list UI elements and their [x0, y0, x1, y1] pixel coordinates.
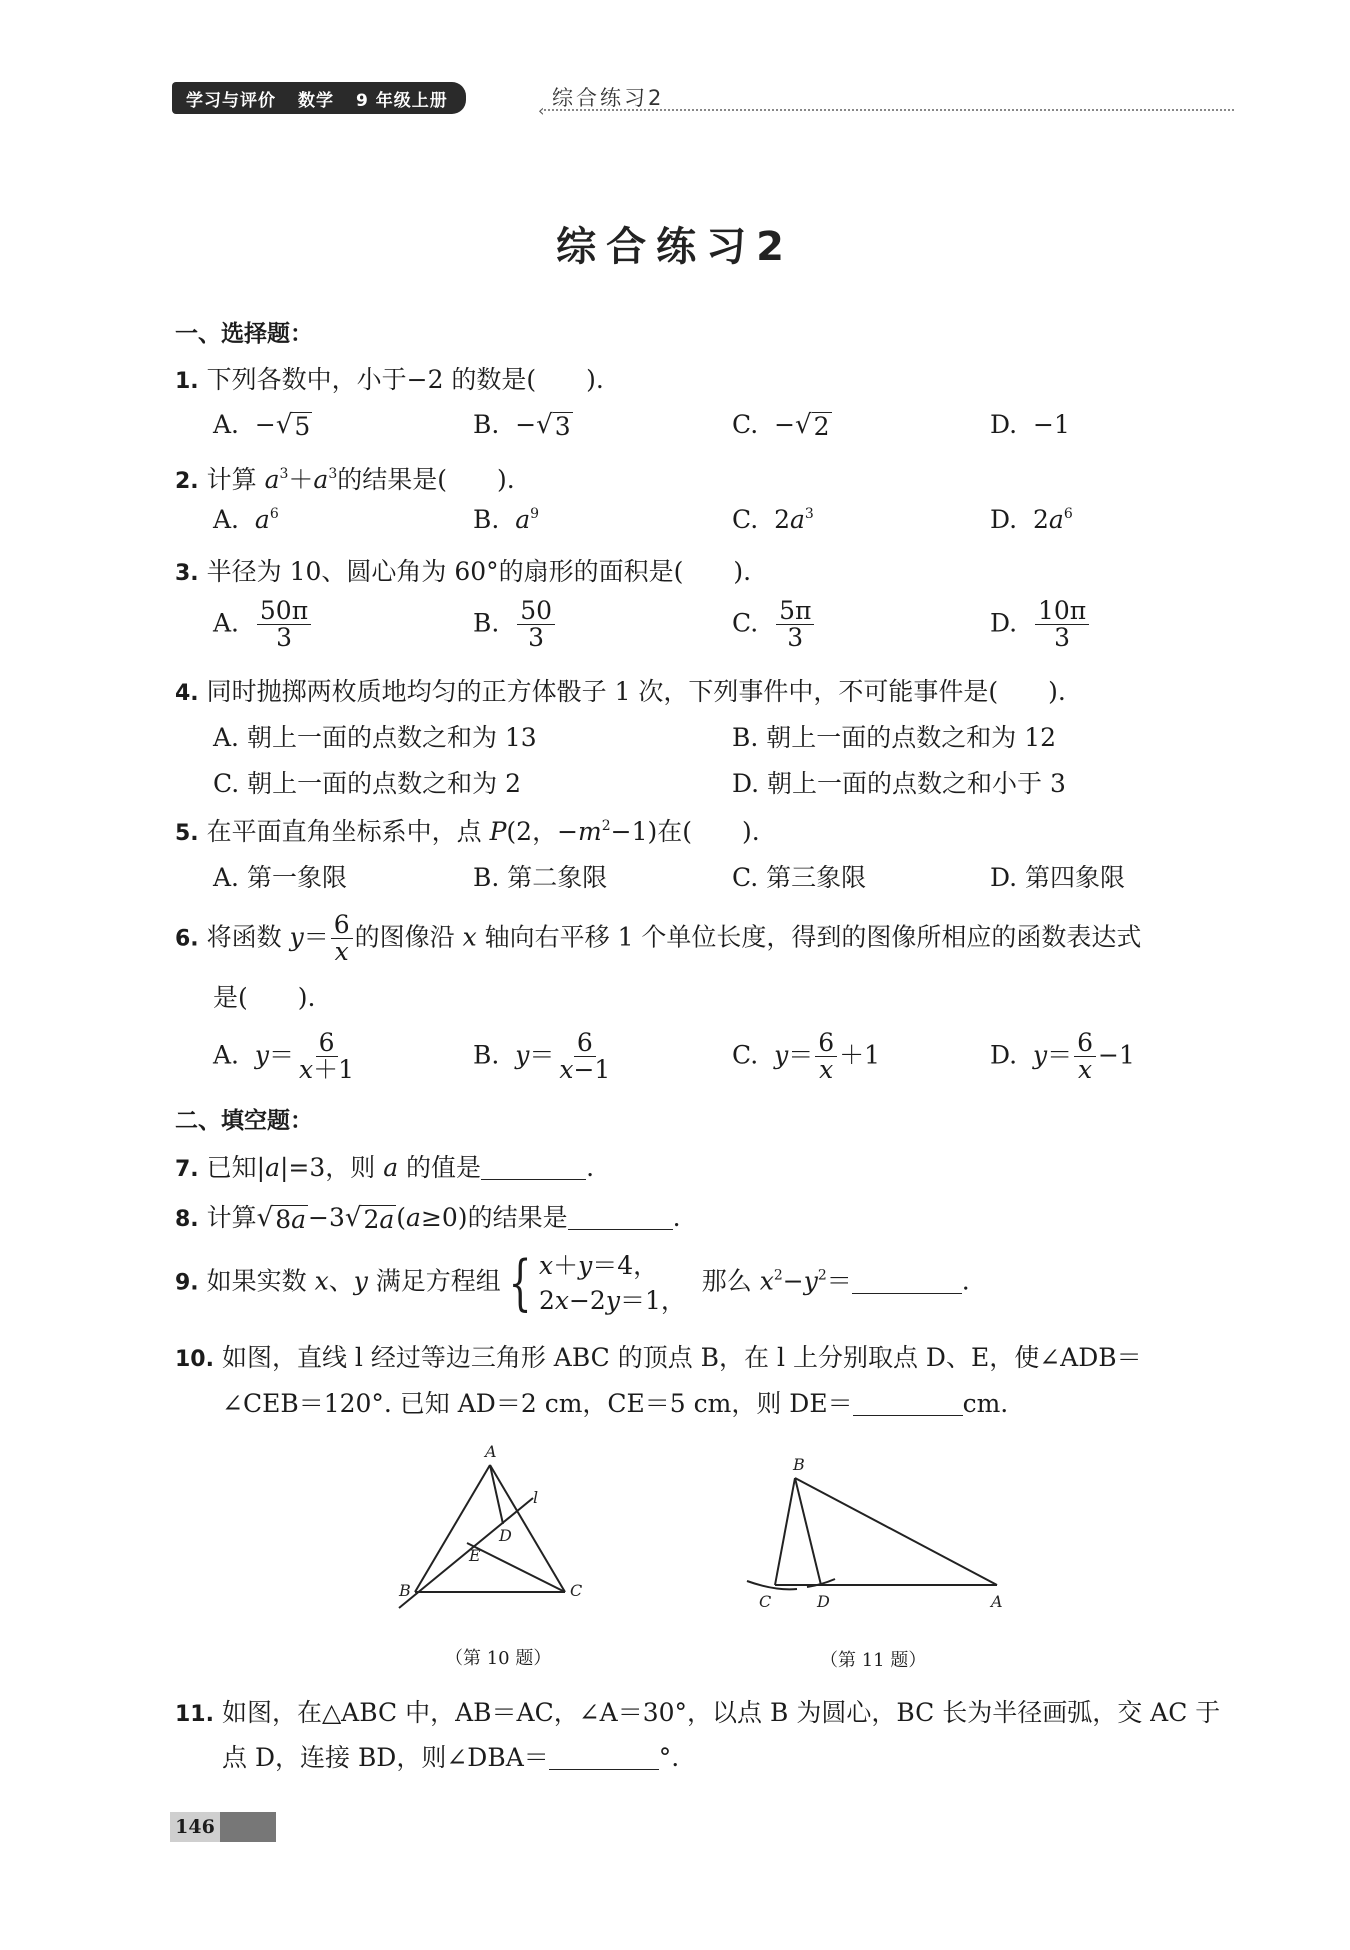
q1-option-a: A. − √ 5 [213, 410, 311, 441]
q4-option-b: B. 朝上一面的点数之和为 12 [732, 723, 1057, 752]
question-5: 5. 在平面直角坐标系中，点 P(2，$-m^2-1$)在( ). [175, 817, 760, 846]
fig11-label-c: C [759, 1592, 772, 1611]
q5-option-d: D. 第四象限 [990, 863, 1126, 892]
header-book-label [172, 82, 466, 114]
question-text: 下列各数中，小于−2 的数是( ). [206, 365, 604, 394]
question-11-cont: 点 D，连接 BD，则∠DBA＝ °. [222, 1743, 680, 1772]
header-grade: 9 年级上册 [356, 90, 448, 111]
q2-option-c: C. $2a^3$ [732, 505, 814, 534]
q6-option-a: A. y＝ $\frac{6}{x+1}$ [213, 1028, 355, 1085]
question-10-cont: ∠CEB＝120°. 已知 AD＝2 cm，CE＝5 cm，则 DE＝ cm. [222, 1389, 1009, 1418]
q6-option-d: D. y＝ $\frac{6}{x}$ −1 [990, 1028, 1135, 1085]
q1-option-b: B. − √ 3 [473, 410, 571, 441]
fig11-side-ba [795, 1478, 997, 1585]
question-4: 4. 同时抛掷两枚质地均匀的正方体骰子 1 次，下列事件中，不可能事件是( ). [175, 677, 1066, 706]
fig10-label-e: E [469, 1546, 481, 1565]
fig11-label-b: B [793, 1455, 805, 1474]
q3-option-a: A. $\frac{50\pi}{3}$ [213, 598, 313, 652]
question-7: 7. 已知|a|=3，则 a 的值是 . [175, 1153, 595, 1182]
q5-option-b: B. 第二象限 [473, 863, 608, 892]
q5-option-c: C. 第三象限 [732, 863, 867, 892]
q2-option-d: D. $2a^6$ [990, 505, 1073, 534]
fig10-segment-ad [490, 1465, 503, 1524]
section-fill-heading: 二、填空题： [175, 1108, 313, 1134]
figure-10 [385, 1440, 605, 1620]
fig11-label-d: D [817, 1592, 830, 1611]
question-11: 11. 如图，在△ABC 中，AB＝AC，∠A＝30°，以点 B 为圆心，BC 长为半径画弧，交 AC 于 [175, 1698, 1221, 1727]
page-number-tab [170, 1812, 276, 1842]
question-3: 3. 半径为 10、圆心角为 60°的扇形的面积是( ). [175, 557, 752, 586]
q6-option-c: C. y＝ $\frac{6}{x}$ ＋1 [732, 1028, 881, 1085]
fig11-segment-bd [795, 1478, 821, 1585]
q3-option-b: B. $\frac{50}{3}$ [473, 598, 557, 652]
q4-option-d: D. 朝上一面的点数之和小于 3 [732, 769, 1066, 798]
q2-option-a: A. $a^6$ [213, 505, 279, 534]
fig10-label-d: D [499, 1526, 512, 1545]
q3-option-d: D. $\frac{10\pi}{3}$ [990, 598, 1091, 652]
header-arrow-icon: ‹ [538, 101, 545, 120]
q4-option-a: A. 朝上一面的点数之和为 13 [213, 723, 537, 752]
q6-option-b: B. y＝ $\frac{6}{x-1}$ [473, 1028, 611, 1085]
fig10-label-c: C [570, 1581, 583, 1600]
q2-option-b: B. $a^9$ [473, 505, 540, 534]
question-10: 10. 如图，直线 l 经过等边三角形 ABC 的顶点 B，在 l 上分别取点 D、E，使∠ADB＝ [175, 1343, 1142, 1372]
page-title: 综合练习2 [556, 224, 794, 270]
q1-option-d: D. −1 [990, 410, 1070, 439]
question-2: 2. 计算 $a^3+a^3$的结果是( ). [175, 465, 515, 494]
question-6: 6. 将函数 y＝ $\frac{6}{x}$ 的图像沿 x 轴向右平移 1 个单位长度，得到的图像所相应的函数表达式 [175, 910, 1142, 967]
fig11-side-bc [775, 1478, 795, 1585]
fig10-label-l: l [533, 1488, 539, 1507]
fig10-label-a: A [485, 1442, 497, 1461]
figure-11 [735, 1445, 1025, 1620]
q5-option-a: A. 第一象限 [213, 863, 347, 892]
q4-option-c: C. 朝上一面的点数之和为 2 [213, 769, 521, 798]
question-6-cont: 是( ). [213, 983, 316, 1012]
header-book: 学习与评价 [186, 90, 276, 111]
fig10-side-ab [415, 1465, 490, 1592]
question-number: 1. [175, 369, 199, 394]
question-8: 8. 计算 √ 8a −3 √ 2a (a≥0)的结果是 . [175, 1203, 681, 1234]
fig11-label-a: A [991, 1592, 1003, 1611]
page-number: 146 [170, 1812, 220, 1842]
fig10-label-b: B [399, 1581, 411, 1600]
figure-11-caption: （第 11 题） [820, 1650, 927, 1671]
header-subject: 数学 [298, 90, 334, 111]
question-9: 9. 如果实数 x、y 满足方程组 { x＋y＝4， 2x−2y＝1， 那么 $x^2-y^2=$ . [175, 1248, 970, 1318]
header-section-title: 综合练习2 [552, 86, 665, 110]
figure-10-caption: （第 10 题） [445, 1648, 552, 1669]
section-choice-heading: 一、选择题： [175, 321, 313, 347]
question-1 [175, 360, 604, 396]
q1-option-c: C. − √ 2 [732, 410, 830, 441]
q3-option-c: C. $\frac{5\pi}{3}$ [732, 598, 816, 652]
